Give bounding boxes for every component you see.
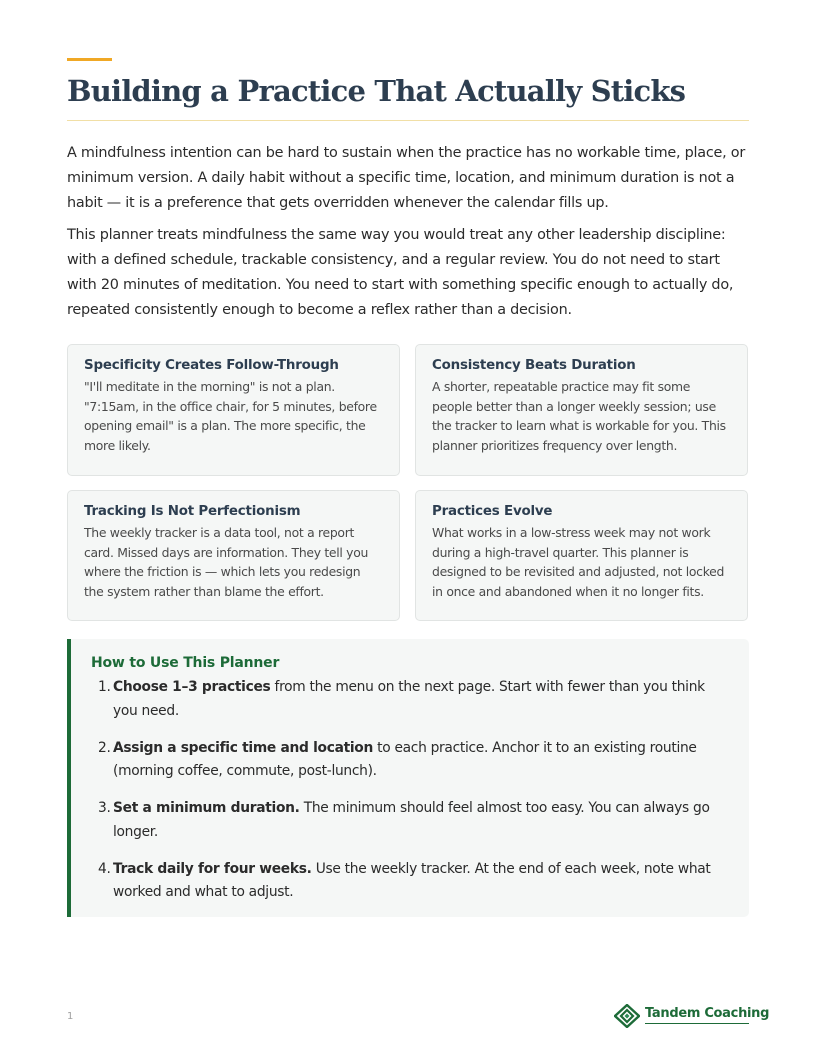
card-body: The weekly tracker is a data tool, not a report card. Missed days are information. They tell you where the friction is — which lets you redesign the system rather than blame the effort. — [84, 525, 369, 600]
how-to-steps-list — [91, 676, 729, 905]
step-number: 4. — [98, 860, 111, 877]
step-text: to each practice. Anchor it to an existing routine (morning coffee, commute, post-lunch). — [113, 739, 697, 779]
list-item — [91, 858, 729, 905]
step-bold-lead: Assign a specific time and location — [113, 739, 374, 756]
card-body: "I'll meditate in the morning" is not a plan. "7:15am, in the office chair, for 5 minutes, before opening email" is a plan. The more specific, the more likely. — [84, 379, 377, 454]
step-text: The minimum should feel almost too easy. You can always go longer. — [113, 800, 710, 840]
principle-card-tracking — [67, 490, 400, 621]
diamond-logo-icon — [614, 1004, 640, 1028]
brand-logo — [614, 1004, 770, 1028]
step-bold-lead: Set a minimum duration. — [113, 800, 300, 816]
card-heading: Practices Evolve — [432, 504, 553, 519]
step-text: Use the weekly tracker. At the end of each week, note what worked and what to adjust. — [113, 860, 711, 900]
card-body: What works in a low-stress week may not work during a high-travel quarter. This planner is designed to be revisited and adjusted, not locked in once and abandoned when it no longer fits. — [432, 525, 725, 600]
title-divider — [67, 120, 749, 121]
intro-paragraph-2: This planner treats mindfulness the same way you would treat any other leadership discipline: with a defined schedule, trackable consistency, and a regular review. You do not need to start with 20 minutes of meditation. You need to start with something specific enough to actually do, repeated consistently enough to become a reflex rather than a decision. — [67, 227, 734, 318]
title-accent-bar — [67, 58, 112, 61]
card-heading: Consistency Beats Duration — [432, 358, 636, 373]
list-item — [91, 737, 729, 784]
principle-card-evolve — [415, 490, 748, 621]
step-bold-lead: Track daily for four weeks. — [113, 860, 312, 877]
step-number: 3. — [98, 800, 111, 816]
step-number: 2. — [98, 739, 111, 756]
how-to-heading: How to Use This Planner — [91, 655, 280, 671]
step-text: from the menu on the next page. Start with fewer than you think you need. — [113, 679, 705, 719]
card-heading: Tracking Is Not Perfectionism — [84, 504, 301, 519]
how-to-use-callout — [67, 639, 749, 917]
page-title: Building a Practice That Actually Sticks — [67, 74, 686, 108]
list-item — [91, 797, 729, 844]
principle-card-specificity — [67, 344, 400, 476]
card-body: A shorter, repeatable practice may fit some people better than a longer weekly session; use the tracker to learn what is workable for you. This planner prioritizes frequency over length. — [432, 379, 726, 454]
brand-underline — [645, 1023, 749, 1024]
step-bold-lead: Choose 1–3 practices — [113, 679, 271, 695]
list-item — [91, 676, 729, 723]
step-number: 1. — [98, 679, 111, 695]
card-heading: Specificity Creates Follow-Through — [84, 358, 339, 373]
brand-name: Tandem Coaching — [645, 1006, 770, 1021]
principle-card-consistency — [415, 344, 748, 476]
page-number: 1 — [67, 1011, 74, 1022]
intro-paragraph-1: A mindfulness intention can be hard to sustain when the practice has no workable time, place, or minimum version. A daily habit without a specific time, location, and minimum duration is not a habit — it is a preference that gets overridden whenever the calendar fills up. — [67, 145, 745, 211]
